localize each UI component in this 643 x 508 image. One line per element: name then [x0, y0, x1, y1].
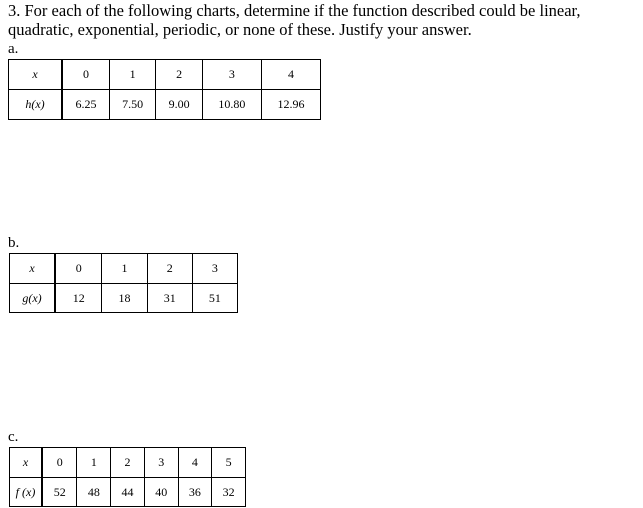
- table-c: [9, 447, 246, 507]
- fx-value: 6.25: [62, 90, 109, 120]
- x-value: 4: [178, 448, 212, 478]
- x-value: 0: [62, 60, 109, 90]
- table-b: [9, 253, 238, 313]
- x-value: 1: [77, 448, 111, 478]
- part-b-label: b.: [8, 235, 20, 251]
- question-prompt: 3. For each of the following charts, determine if the function described could be linear, quadratic, exponential, periodic, or none of these. Justify your answer.: [8, 1, 581, 39]
- fx-header: f (x): [10, 478, 43, 507]
- fx-value: 7.50: [109, 90, 155, 120]
- fx-header: h(x): [9, 90, 63, 120]
- x-value: 3: [202, 60, 261, 90]
- fx-value: 52: [42, 478, 77, 507]
- x-value: 3: [192, 254, 237, 284]
- fx-value: 9.00: [156, 90, 202, 120]
- fx-value: 40: [144, 478, 178, 507]
- x-value: 5: [212, 448, 246, 478]
- x-header: x: [10, 448, 43, 478]
- part-a-label: a.: [8, 41, 19, 57]
- x-value: 1: [109, 60, 155, 90]
- x-header: x: [10, 254, 56, 284]
- part-c-label: c.: [8, 429, 19, 445]
- fx-value: 32: [212, 478, 246, 507]
- x-value: 0: [55, 254, 102, 284]
- table-row-fx: [10, 478, 246, 507]
- x-value: 2: [147, 254, 192, 284]
- table-a: [8, 59, 321, 120]
- table-row-fx: [10, 284, 238, 313]
- fx-value: 48: [77, 478, 111, 507]
- x-value: 1: [102, 254, 147, 284]
- table-row-fx: [9, 90, 321, 120]
- table-row-x: [9, 60, 321, 90]
- x-value: 0: [42, 448, 77, 478]
- fx-value: 18: [102, 284, 147, 313]
- fx-value: 44: [111, 478, 145, 507]
- table-row-x: [10, 448, 246, 478]
- fx-value: 31: [147, 284, 192, 313]
- fx-value: 12.96: [261, 90, 320, 120]
- table-row-x: [10, 254, 238, 284]
- x-header: x: [9, 60, 63, 90]
- x-value: 4: [261, 60, 320, 90]
- fx-value: 36: [178, 478, 212, 507]
- x-value: 3: [144, 448, 178, 478]
- fx-value: 51: [192, 284, 237, 313]
- x-value: 2: [156, 60, 202, 90]
- fx-value: 12: [55, 284, 102, 313]
- fx-header: g(x): [10, 284, 56, 313]
- fx-value: 10.80: [202, 90, 261, 120]
- x-value: 2: [111, 448, 145, 478]
